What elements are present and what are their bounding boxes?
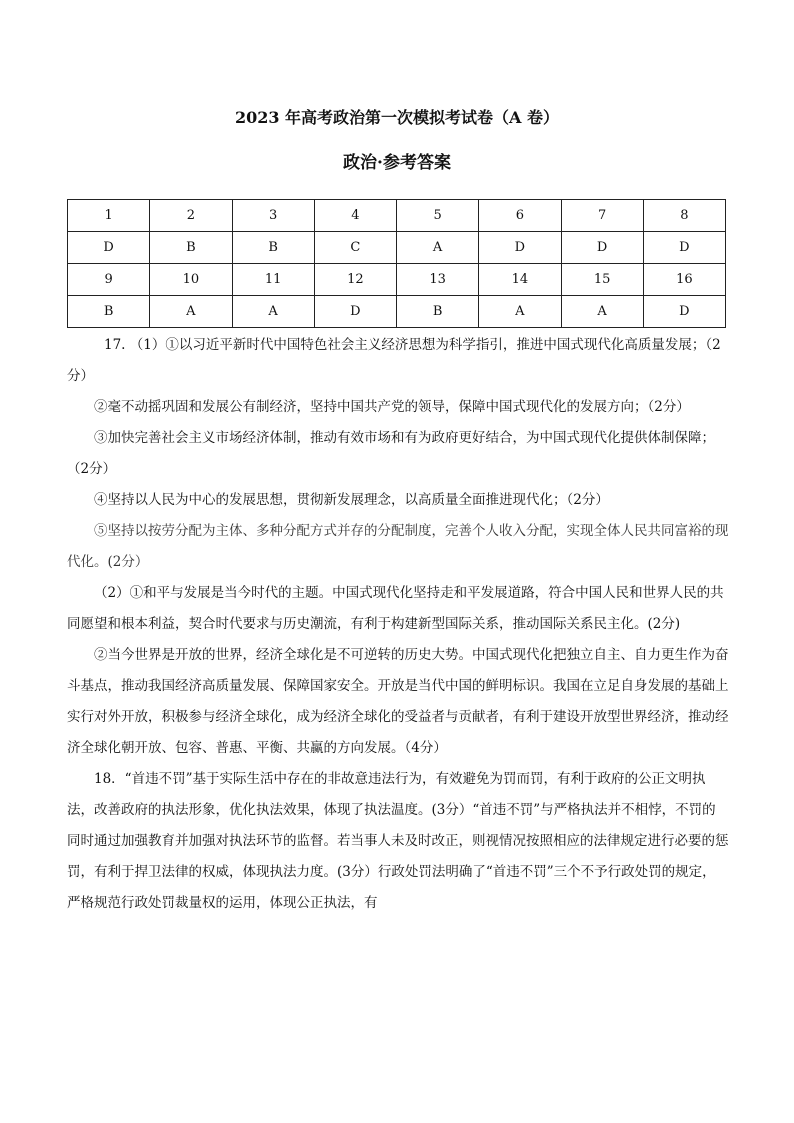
answer-table-cell: A <box>232 296 314 328</box>
answer-table-cell: 7 <box>561 200 643 232</box>
answer-table-cell: A <box>561 296 643 328</box>
answer-table-cell: D <box>68 232 150 264</box>
q17-part1-point4: ④坚持以人民为中心的发展思想，贯彻新发展理念，以高质量全面推进现代化；（2分） <box>94 492 609 508</box>
answer-table-cell: 15 <box>561 264 643 296</box>
answer-table-cell: 10 <box>150 264 232 296</box>
answer-table-cell: A <box>150 296 232 328</box>
q17-part1-point3: ③加快完善社会主义市场经济体制，推动有效市场和有为政府更好结合，为中国式现代化提供体制保障；（2分） <box>67 430 715 477</box>
page-subtitle: 政治·参考答案 <box>343 153 451 173</box>
answer-table-cell: 16 <box>643 264 725 296</box>
answer-table <box>67 199 726 328</box>
answer-table-cell: 6 <box>479 200 561 232</box>
answer-table-cell: D <box>643 296 725 328</box>
answer-table-cell: 3 <box>232 200 314 232</box>
q17-part2-point2: ②当今世界是开放的世界，经济全球化是不可逆转的历史大势。中国式现代化把独立自主、自力更生作为奋斗基点，推动我国经济高质量发展、保障国家安全。开放是当代中国的鲜明标识。我国在立足自身发展的基础上实行对外开放，积极参与经济全球化，成为经济全球化的受益者与贡献者，有利于建设开放型世界经济，推动经济全球化朝开放、包容、普惠、平衡、共赢的方向发展。（4分） <box>67 647 729 756</box>
answer-table-cell: D <box>561 232 643 264</box>
page-title: 2023 年高考政治第一次模拟考试卷（A 卷） <box>234 108 560 127</box>
answer-table-cell: C <box>314 232 396 264</box>
q17-part1-point2: ②毫不动摇巩固和发展公有制经济，坚持中国共产党的领导，保障中国式现代化的发展方向；（2分） <box>94 399 690 415</box>
answer-table-cell: D <box>479 232 561 264</box>
q17-part1-point1: 17. （1）①以习近平新时代中国特色社会主义经济思想为科学指引，推进中国式现代化高质量发展；（2分） <box>67 337 721 384</box>
answer-table-cell: A <box>397 232 479 264</box>
answer-table-cell: 9 <box>68 264 150 296</box>
q18-answer: 18．“首违不罚”基于实际生活中存在的非故意违法行为，有效避免为罚而罚，有利于政府的公正文明执法，改善政府的执法形象，优化执法效果，体现了执法温度。(3分）“首违不罚”与严格执法并不相悖，不罚的同时通过加强教育并加强对执法环节的监督。若当事人未及时改正，则视情况按照相应的法律规定进行必要的惩罚，有利于捍卫法律的权威，体现执法力度。(3分）行政处罚法明确了“首违不罚”三个不予行政处罚的规定，严格规范行政处罚裁量权的运用，体现公正执法，有 <box>67 771 729 911</box>
answer-table-cell: 11 <box>232 264 314 296</box>
answer-table-cell: 2 <box>150 200 232 232</box>
answer-table-cell: D <box>314 296 396 328</box>
q17-part2-point1: （2）①和平与发展是当今时代的主题。中国式现代化坚持走和平发展道路，符合中国人民和世界人民的共同愿望和根本利益，契合时代要求与历史潮流，有利于构建新型国际关系，推动国际关系民主化。(2分) <box>67 585 724 632</box>
answer-table-cell: D <box>643 232 725 264</box>
answer-table-cell: 14 <box>479 264 561 296</box>
answer-table-cell: B <box>232 232 314 264</box>
answer-table-row <box>68 232 726 264</box>
q17-part1-point5: ⑤坚持以按劳分配为主体、多种分配方式并存的分配制度，完善个人收入分配，实现全体人民共同富裕的现代化。(2分） <box>67 523 729 570</box>
answer-table-cell: 13 <box>397 264 479 296</box>
answer-table-cell: B <box>68 296 150 328</box>
answer-table-cell: 5 <box>397 200 479 232</box>
answer-table-row <box>68 200 726 232</box>
answer-table-cell: B <box>150 232 232 264</box>
answer-table-row <box>68 296 726 328</box>
answer-body <box>67 330 729 919</box>
answer-table-cell: 1 <box>68 200 150 232</box>
answer-table-cell: B <box>397 296 479 328</box>
answer-table-cell: 4 <box>314 200 396 232</box>
answer-table-cell: 12 <box>314 264 396 296</box>
answer-table-cell: A <box>479 296 561 328</box>
answer-table-cell: 8 <box>643 200 725 232</box>
answer-table-row <box>68 264 726 296</box>
